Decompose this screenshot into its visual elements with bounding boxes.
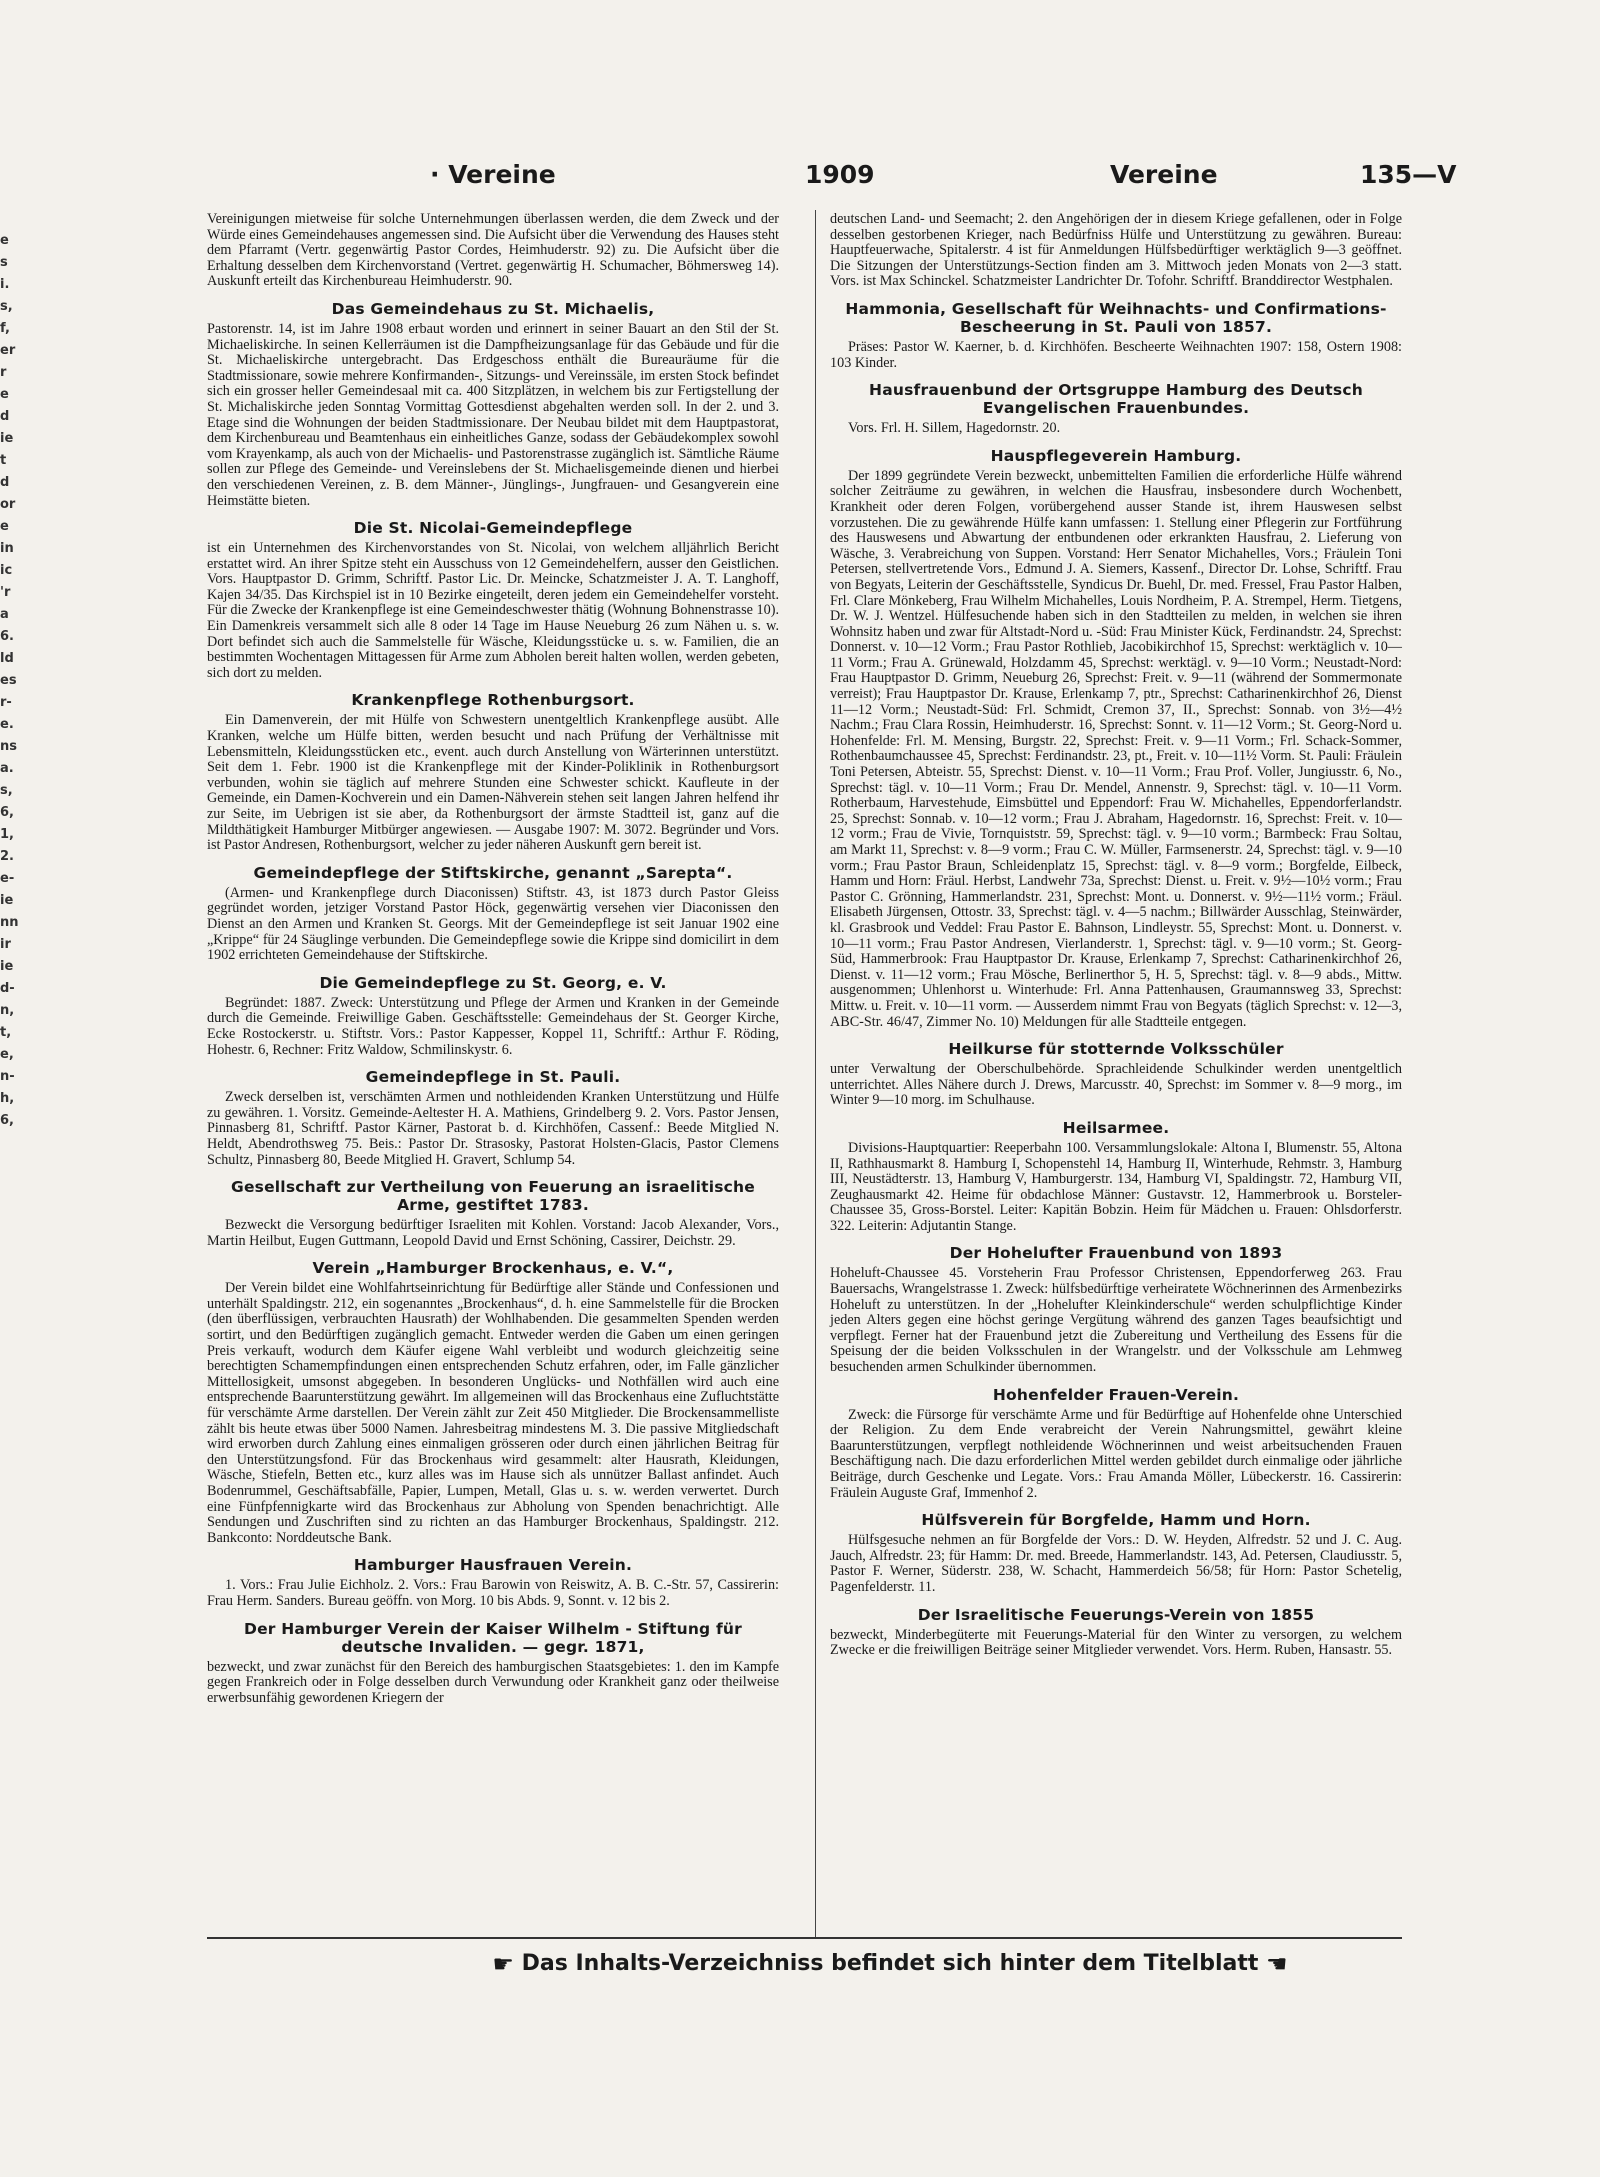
section-heading: Hausfrauenbund der Ortsgruppe Hamburg des Deutsch Evangelischen Frauenbundes. [869, 381, 1363, 418]
section-heading: Hohenfelder Frauen-Verein. [992, 1385, 1240, 1404]
section-heading: Hamburger Hausfrauen Verein. [353, 1556, 633, 1575]
margin-fragment: a [0, 607, 9, 622]
paragraph: Divisions-Hauptquartier: Reeperbahn 100. Versammlungslokale: Altona I, Blumenstr. 55, Altona II, Rathhausmarkt 8. Hamburg I, Schopenstehl 14, Hamburg II, Winterhude, Rehmstr. 3, Hamburg III, Neustädterstr. 13, Hamburg V, Hamburgerstr. 134, Hamburg VI, Spaldingstr. 72, Hamburg VII, Zeughausmarkt 42. Heime für obdachlose Männer: Gustavstr. 12, Hammerbrook u. Borsteler-Chaussee 35, Gross-Borstel. Leiter: Kapitän Bobzin. Heim für Mädchen u. Frauen: Ohlsdorferstr. 322. Leiterin: Adjutantin Stange. [830, 1139, 1402, 1234]
header-right-title: Vereine [1110, 160, 1218, 189]
paragraph: bezweckt, und zwar zunächst für den Bereich des hamburgischen Staatsgebietes: 1. den im Kampfe gegen Frankreich oder in Folge desselben durch Verwundung oder Krankheit ganz oder theilweise erwerbsunfähig gewordenen Kriegern der [207, 1658, 779, 1706]
margin-fragment: e, [0, 1047, 14, 1062]
paragraph: Hülfsgesuche nehmen an für Borgfelde der Vors.: D. W. Heyden, Alfredstr. 52 und J. C. Aug. Jauch, Alfredstr. 23; für Hamm: Dr. med. Breede, Hammerlandstr. 143, Ad. Petersen, Claudiusstr. 5, Pastor F. Werner, Süderstr. 238, W. Schacht, Hammerdeich 56/58; für Horn: Pastor Schetelig, Pagenfelderstr. 11. [830, 1532, 1402, 1595]
margin-fragment: n- [0, 1069, 15, 1084]
paragraph: 1. Vors.: Frau Julie Eichholz. 2. Vors.: Frau Barowin von Reiswitz, A. B. C.-Str. 57, Cassirerin: Frau Herm. Sanders. Bureau geöffn. von Morg. 10 bis Abds. 9, Sonnt. v. 12 bis 2. [207, 1577, 779, 1609]
margin-fragment: d [0, 409, 10, 424]
paragraph: Pastorenstr. 14, ist im Jahre 1908 erbaut worden und erinnert in seiner Bauart an den Stil der St. Michaeliskirche. In seinen Kellerräumen ist die Dampfheizungsanlage für das Gebäude und für die St. Michaeliskirche untergebracht. Das Erdgeschoss enthält die Bureauräume für die Stadtmissionare, sowie mehrere Konfirmanden-, Sitzungs- und Vereinssäle, im ersten Stock befindet sich ein grosser heller Gemeindesaal mit ca. 400 Sitzplätzen, in welchem bis zur Fertigstellung der St. Michaliskirche jeden Sonntag Vormittag Gottesdienst abgehalten werden soll. In der 2. und 3. Etage sind die Wohnungen der beiden Stadtmissionare. Der Neubau bildet mit dem Hauptpastorat, dem Kirchenbureau und Beamtenhaus ein einheitliches Ganze, sodass der Gebäudekomplex sowohl vom Krayenkamp, als auch von der Michaelis- und Pastorenstrasse zugänglich ist. Sämtliche Räume sollen zur Pflege des Gemeinde- und Vereinslebens der St. Michaelisgemeinde dienen und hierbei den verschiedenen Vereinen, z. B. dem Männer-, Jünglings-, Jungfrauen- und Gesangverein eine Heimstätte bieten. [207, 320, 779, 509]
section-heading: Gemeindepflege in St. Pauli. [365, 1068, 621, 1087]
paragraph: ist ein Unternehmen des Kirchenvorstandes von St. Nicolai, von welchem alljährlich Bericht erstattet wird. An ihrer Spitze steht ein Ausschuss von 12 Gemeindehelfern, ausser den Geistlichen. Vors. Hauptpastor D. Grimm, Schriftf. Pastor Lic. Dr. Meincke, Schatzmeister J. A. T. Langhoff, Kajen 34/35. Das Kirchspiel ist in 10 Bezirke eingeteilt, deren jedem ein Gemeindehelfer vorsteht. Für die Zwecke der Krankenpflege ist eine Gemeindeschwester thätig (Wohnung Bohnenstrasse 10). Ein Damenkreis versammelt sich alle 8 oder 14 Tage im Hause Neueburg 26 zum Nähen u. s. w. Dort befindet sich auch die Sammelstelle für Wäsche, Kleidungsstücke u. s. w. Familien, die an bestimmten Wochentagen Mittagessen für Arme zum Abholen bereit halten wollen, werden gebeten, sich dort zu melden. [207, 540, 779, 681]
margin-fragment: i. [0, 277, 10, 292]
margin-fragment: e. [0, 717, 14, 732]
margin-fragment: d [0, 475, 10, 490]
paragraph: (Armen- und Krankenpflege durch Diaconissen) Stiftstr. 43, ist 1873 durch Pastor Gleiss gegründet worden, jetziger Vorstand Pastor Höck, gegenwärtig versehen vier Diaconissen den Dienst an den Armen und Kranken St. Georgs. Mit der Gemeindepflege ist seit Januar 1902 eine „Krippe“ für 24 Säuglinge verbunden. Die Gemeindepflege sowie die Krippe sind domicilirt in dem 1902 errichteten Gemeindehause der Stiftskirche. [207, 884, 779, 964]
section-heading: Verein „Hamburger Brockenhaus, e. V.“, [312, 1259, 674, 1278]
margin-fragment: d- [0, 981, 15, 996]
header-left-title: · Vereine [430, 160, 556, 189]
paragraph: Präses: Pastor W. Kaerner, b. d. Kirchhöfen. Bescheerte Weihnachten 1907: 158, Ostern 1908: 103 Kinder. [830, 338, 1402, 371]
section-heading: Heilsarmee. [1062, 1118, 1170, 1137]
pointing-hand-left-icon: ☚ [1266, 1950, 1288, 1978]
pointing-hand-right-icon: ☛ [492, 1950, 514, 1978]
header-year: 1909 [805, 160, 875, 189]
margin-fragment: e- [0, 871, 15, 886]
paragraph: Ein Damenverein, der mit Hülfe von Schwestern unentgeltlich Krankenpflege ausübt. Alle Kranken, welche um Hülfe bitten, werden besucht und nach Prüfung der Verhältnisse mit Lebensmitteln, Kleidungsstücken etc., event. auch durch Anstellung von Wärterinnen unterstützt. Seit dem 1. Febr. 1900 ist die Krankenpflege mit der Kinder-Poliklinik in Rothenburgsort verbunden, wohin sie täglich auf mehrere Stunden eine Schwester schickt. Kaufleute in der Gemeinde, ein Damen-Kochverein und ein Damen-Nähverein stehen seit langen Jahren helfend ihr zur Seite, im Uebrigen ist sie aber, da Rothenburgsort der ärmste Stadtteil ist, ganz auf die Mildthätigkeit Hamburger Mitbürger angewiesen. — Ausgabe 1907: M. 3072. Begründer und Vors. ist Pastor Andresen, Rothenburgsort, welcher zu jeder näheren Auskunft gern bereit ist. [207, 712, 779, 854]
margin-fragment: ie [0, 893, 14, 908]
section-heading: Hauspflegeverein Hamburg. [990, 446, 1242, 465]
paragraph: Zweck derselben ist, verschämten Armen und nothleidenden Kranken Unterstützung und Hülfe zu gewähren. 1. Vorsitz. Gemeinde-Aeltester H. A. Mathiens, Grindelberg 9. 2. Vors. Pastor Jensen, Pinnasberg 81, Schriftf. Pastor Kärner, Pastorat b. d. Kirchhöfen, Cassenf.: Beede Mitglied N. Heldt, Abendrothsweg 75. Beis.: Pastor Dr. Strasosky, Pastorat Holsten-Glacis, Pastor Clemens Schultz, Pinnasberg 80, Beede Mitglied H. Gravert, Schlump 54. [207, 1089, 779, 1168]
margin-fragment: 1, [0, 827, 14, 842]
margin-fragment: s, [0, 299, 13, 314]
section-heading: Der Hohelufter Frauenbund von 1893 [949, 1244, 1283, 1263]
left-margin-fragments [0, 230, 24, 1970]
margin-fragment: 6, [0, 1113, 14, 1128]
margin-fragment: er [0, 343, 16, 358]
margin-fragment: nn [0, 915, 19, 930]
margin-fragment: ie [0, 959, 14, 974]
bottom-rule [207, 1937, 1402, 1939]
margin-fragment: ic [0, 563, 13, 578]
margin-fragment: e [0, 387, 9, 402]
margin-fragment: 6. [0, 629, 14, 644]
paragraph: bezweckt, Minderbegüterte mit Feuerungs-Material für den Winter zu versorgen, zu welchem Zwecke er die freiwilligen Beiträge seiner Mitglieder verwendet. Vors. Herm. Ruben, Hansastr. 55. [830, 1626, 1402, 1659]
margin-fragment: t, [0, 1025, 12, 1040]
margin-fragment: 'r [0, 585, 11, 600]
margin-fragment: f, [0, 321, 10, 336]
margin-fragment: t [0, 453, 7, 468]
margin-fragment: e [0, 233, 9, 248]
margin-fragment: r- [0, 695, 12, 710]
page-header [420, 160, 1470, 194]
margin-fragment: n, [0, 1003, 15, 1018]
paragraph: Der Verein bildet eine Wohlfahrtseinrichtung für Bedürftige aller Stände und Confessionen und unterhält Spaldingstr. 212, ein sogenanntes „Brockenhaus“, d. h. eine Sammelstelle für die Brocken (den überflüssigen, verbrauchten Hausrath) der Wohlhabenden. Die gesammelten Spenden werden sortirt, und den Bedürftigen zugänglich gemacht. Entweder werden die Gaben um einen geringen Preis verkauft, wodurch dem Käufer eigene Wahl verbleibt und wodurch gleichzeitig seine berechtigten Schamempfindungen einen entsprechenden Schutz erfahren, oder, im Falle gänzlicher Mittellosigkeit, umsonst abgegeben. In besonderen Unglücks- und Nothfällen wird auch eine entsprechende Baarunterstützung gewährt. Im allgemeinen will das Brockenhaus eine Zufluchtstätte für verschämte Arme darstellen. Der Verein zählt zur Zeit 450 Mitglieder. Die Brockensammelliste zählt bis heute etwas über 5000 Namen. Jahresbeitrag mindestens M. 3. Die passive Mitgliedschaft wird erworben durch Zahlung eines einmaligen grösseren oder durch einen jährlichen Beitrag für den Unterstützungsfond. Für das Brockenhaus wird gesammelt: alter Hausrath, Kleidungen, Wäsche, Stiefeln, Betten etc., kurz alles was im Hause sich als unnützer Ballast anfindet. Auch Bodenrummel, Geschäftsabfälle, Papier, Lumpen, Metall, Glas u. s. w. werden verwertet. Durch eine Fünfpfennigkarte wird das Brockenhaus zur Abholung von Spenden benachrichtigt. Alle Sendungen und Zuschriften sind zu richten an das Hamburger Brockenhaus, Spaldingstr. 212. Bankconto: Norddeutsche Bank. [207, 1280, 779, 1546]
section-heading: Krankenpflege Rothenburgsort. [351, 691, 635, 710]
section-heading: Die Gemeindepflege zu St. Georg, e. V. [319, 973, 667, 992]
footer-notice [440, 1950, 1340, 1978]
margin-fragment: ld [0, 651, 14, 666]
margin-fragment: r [0, 365, 7, 380]
paragraph: Hoheluft-Chaussee 45. Vorsteherin Frau Professor Christensen, Eppendorferweg 263. Frau Bauersachs, Wrangelstrasse 1. Zweck: hülfsbedürftige verheiratete Wöchnerinnen des Armenbezirks Hoheluft zu unterstützen. In der „Hohelufter Kleinkinderschule“ werden schulpflichtige Kinder jeden Alters gegen eine höchst geringe Vergütung während des ganzen Tages beaufsichtigt und verpflegt. Ferner hat der Frauenbund jetzt die Zubereitung und Vertheilung des Essens für die Speisung der die beiden Volksschulen in der Wrangelstr. und der Volksschule am Lehmweg besuchenden armen Schulkinder übernommen. [830, 1265, 1402, 1376]
paragraph: Bezweckt die Versorgung bedürftiger Israeliten mit Kohlen. Vorstand: Jacob Alexander, Vors., Martin Heilbut, Eugen Guttmann, Leopold David und Ernst Schöning, Cassirer, Deichstr. 29. [207, 1217, 779, 1249]
margin-fragment: in [0, 541, 14, 556]
paragraph: Der 1899 gegründete Verein bezweckt, unbemittelten Familien die erforderliche Hülfe während solcher Zeiträume zu gewähren, in welchen die Hausfrau, insbesondere durch Wochenbett, Krankheit oder deren Folgen, vorübergehend ausser Stande ist, ihrem Hauswesen selbst vorzustehen. Die zu gewährende Hülfe kann umfassen: 1. Stellung einer Pflegerin zur Fortführung des Hauswesens und Abwartung der entbundenen oder erkrankten Hausfrau, 2. Lieferung von Wäsche, 3. Verabreichung von Suppen. Vorstand: Herr Senator Michahelles, Vors.; Fräulein Toni Petersen, stellvertretende Vors., Edmund J. A. Siemers, Kassenf., Director Dr. Lohse, Schriftf. Frau von Begyats, Leiterin der Geschäftsstelle, Syndicus Dr. Buehl, Dr. med. Fressel, Frau Pastor Halben, Frl. Clare Mönkeberg, Frau Wilhelm Michahelles, Louis Nordheim, P. A. Strempel, Herm. Tietgens, Dr. W. J. Wentzel. Hülfesuchende haben sich in den Stadtteilen zu melden, in welchen sie ihren Wohnsitz haben und zwar für Altstadt-Nord u. -Süd: Frau Minister Kück, Ferdinandstr. 24, Sprechst: Donnerst. v. 10—12 Vorm.; Frau Pastor Rothlieb, Jacobikirchhof 15, Sprechst: werktäglich v. 10—11 Vorm.; Frau A. Grünewald, Holzdamm 45, Sprechst: werktägl. v. 9—10 Vorm.; Neustadt-Nord: Frau Hauptpastor D. Grimm, Neueburg 26, Sprechst: Freit. v. 9—11 (während der Sommermonate verreist); Frau Hauptpastor Dr. Krause, Erlenkamp 7, ptr., Sprechst: Catharinenkirchhof 26, Dienst 11—12 Vorm.; Neustadt-Süd: Frl. Schmidt, Cremon 37, II., Sprechst: Sonnab. von 3½—4½ Nachm.; Frau Clara Rossin, Heimhuderstr. 16, Sprechst: Sonnt. v. 11—12 Vorm.; St. Georg-Nord u. Hohenfelde: Frl. M. Mensing, Burgstr. 22, Sprechst: Freit. v. 9—11 Vorm.; Frl. Schack-Sommer, Rothenbaumchaussee 45, Sprechst: Ferdinandstr. 23, pt., Freit. v. 10—11½ Vorm. St. Pauli: Fräulein Toni Petersen, Abteistr. 55, Sprechst: Dienst. v. 10—11 Vorm.; Frau Prof. Voller, Jungiusstr. 6, No., Sprechst: tägl. v. 10—11 Vorm.; Frau Dr. Mendel, Annenstr. 9, Sprechst: tägl. v. 10—11 Vorm. Rotherbaum, Harvestehude, Eimsbüttel und Eppendorf: Frau W. Michahelles, Eppendorferlandstr. 25, Sprechst: Sonnab. v. 10—12 vorm.; Frau J. Abraham, Hagedornstr. 16, Sprechst: Freit. v. 10—12 vorm.; Frau de Vivie, Tornquiststr. 59, Sprechst: tägl. v. 9—10 vorm.; Barmbeck: Frau Soltau, am Markt 11, Sprechst: v. 8—9 vorm.; Frau C. W. Müller, Farmsenerstr. 24, Sprechst: tägl. v. 9—10 vorm.; Frau Pastor Braun, Schleidenplatz 15, Sprechst: tägl. v. 8—9 vorm.; Borgfelde, Eilbeck, Hamm und Horn: Fräul. Herbst, Landwehr 73a, Sprechst: Dienst. u. Freit. v. 9½—10½ vorm.; Frau Pastor C. Grönning, Hammerlandstr. 231, Sprechst: Mont. u. Donnerst. v. 9½—11½ vorm.; Fräul. Elisabeth Jürgensen, Ottostr. 33, Sprechst: tägl. v. 4—5 nachm.; Billwärder Ausschlag, Steinwärder, kl. Grasbrook und Veddel: Frau Pastor E. Bahnson, Lindleystr. 55, Sprechst: Mont. u. Donnerst. v. 10—11 vorm.; Frau Pastor Andresen, Vierlanderstr. 1, Sprechst: tägl. v. 9—10 vorm.; St. Georg-Süd, Hammerbrook: Frau Hauptpastor Dr. Krause, Erlenkamp 7, Sprechst: Catharinenkirchhof 26, Dienst. v. 11—12 vorm.; Frau Mösche, Berlinerthor 5, H. 5, Sprechst: tägl. v. 8—9 abds., Mittw. ausgenommen; Uhlenhorst u. Winterhude: Frl. Anna Pattenhausen, Graumannsweg 33, Sprechst: Mittw. u. Freit. v. 10—11 vorm. — Ausserdem nimmt Frau von Begyats (täglich Sprechst: v. 12—3, ABC-Str. 46/47, Zimmer No. 10) Meldungen für alle Stadtteile entgegen. [830, 467, 1402, 1030]
margin-fragment: s, [0, 783, 13, 798]
margin-fragment: s [0, 255, 8, 270]
section-heading: Hammonia, Gesellschaft für Weihnachts- und Confirmations-Bescheerung in St. Pauli von 1857. [845, 299, 1387, 336]
margin-fragment: h, [0, 1091, 15, 1106]
column-divider [815, 210, 816, 1938]
section-heading: Gemeindepflege der Stiftskirche, genannt „Sarepta“. [253, 863, 733, 882]
paragraph: unter Verwaltung der Oberschulbehörde. Sprachleidende Schulkinder werden unentgeltlich unterrichtet. Alles Nähere durch J. Drews, Marcusstr. 40, Sprechst: im Sommer v. 8—9 morg., im Winter 9—10 morg. im Schulhause. [830, 1061, 1402, 1109]
right-column [830, 212, 1402, 1659]
section-heading: Die St. Nicolai-Gemeindepflege [353, 519, 633, 538]
margin-fragment: es [0, 673, 17, 688]
paragraph: Begründet: 1887. Zweck: Unterstützung und Pflege der Armen und Kranken in der Gemeinde durch die Gemeinde. Freiwillige Gaben. Geschäftsstelle: Gemeindehaus der St. Georger Kirche, Ecke Rostockerstr. u. Stiftstr. Vors.: Pastor Kappesser, Koppel 11, Schriftf.: Arthur F. Röding, Hohestr. 6, Rechner: Fritz Waldow, Schmilinskystr. 6. [207, 994, 779, 1058]
section-heading: Gesellschaft zur Vertheilung von Feuerung an israelitische Arme, gestiftet 1783. [231, 1178, 755, 1215]
section-heading: Das Gemeindehaus zu St. Michaelis, [331, 299, 655, 318]
paragraph: Zweck: die Fürsorge für verschämte Arme und für Bedürftige auf Hohenfelde ohne Unterschied der Religion. Zu dem Ende verabreicht der Verein Nahrungsmittel, gewährt kleine Baarunterstützungen, verpflegt nothleidende Wöchnerinnen und weist arbeitsuchenden Frauen Beschäftigung nach. Die dazu erforderlichen Mittel werden gebildet durch einmalige oder jährliche Beiträge, durch Geschenke und Legate. Vors.: Frau Amanda Möller, Lübeckerstr. 16. Cassirerin: Fräulein Auguste Graf, Immenhof 2. [830, 1406, 1402, 1501]
section-heading: Hülfsverein für Borgfelde, Hamm und Horn. [921, 1511, 1311, 1530]
section-heading: Heilkurse für stotternde Volksschüler [948, 1040, 1284, 1059]
paragraph: Vereinigungen mietweise für solche Unternehmungen überlassen werden, die dem Zweck und der Würde eines Gemeindehauses angemessen sind. Die Aufsicht über die Verwendung des Hauses steht dem Pfarramt (Vertr. gegenwärtig Pastor Cordes, Heimhuderstr. 92) zu. Die Aufsicht über die Erhaltung desselben dem Kirchenvorstand (Vertret. gegenwärtig H. Schumacher, Böhmersweg 14). Auskunft erteilt das Kirchenbureau Heimhuderstr. 90. [207, 211, 779, 290]
margin-fragment: ns [0, 739, 17, 754]
section-heading: Der Israelitische Feuerungs-Verein von 1855 [917, 1605, 1315, 1624]
margin-fragment: 6, [0, 805, 14, 820]
header-page-number: 135—V [1360, 160, 1457, 189]
section-heading: Der Hamburger Verein der Kaiser Wilhelm - Stiftung für deutsche Invaliden. — gegr. 1871, [244, 1619, 742, 1656]
margin-fragment: or [0, 497, 16, 512]
margin-fragment: 2. [0, 849, 14, 864]
paragraph: Vors. Frl. H. Sillem, Hagedornstr. 20. [848, 420, 1061, 437]
margin-fragment: a. [0, 761, 14, 776]
margin-fragment: ie [0, 431, 14, 446]
footer-text: Das Inhalts-Verzeichniss befindet sich hinter dem Titelblatt [521, 1951, 1259, 1976]
margin-fragment: ir [0, 937, 11, 952]
left-column [207, 212, 779, 1706]
paragraph: deutschen Land- und Seemacht; 2. den Angehörigen der in diesem Kriege gefallenen, oder in Folge desselben gestorbenen Krieger, nach Bedürfniss Hülfe und Unterstützung zu gewähren. Bureau: Hauptfeuerwache, Spitalerstr. 4 ist für Anmeldungen Hülfsbedürftiger werktäglich 9—3 geöffnet. Die Sitzungen der Unterstützungs-Section finden am 3. Mittwoch jeden Monats von 2—3 statt. Vors. ist Max Schinckel. Schatzmeister Landrichter Dr. Tofohr. Schriftf. Branddirector Westphalen. [830, 211, 1402, 290]
margin-fragment: e [0, 519, 9, 534]
